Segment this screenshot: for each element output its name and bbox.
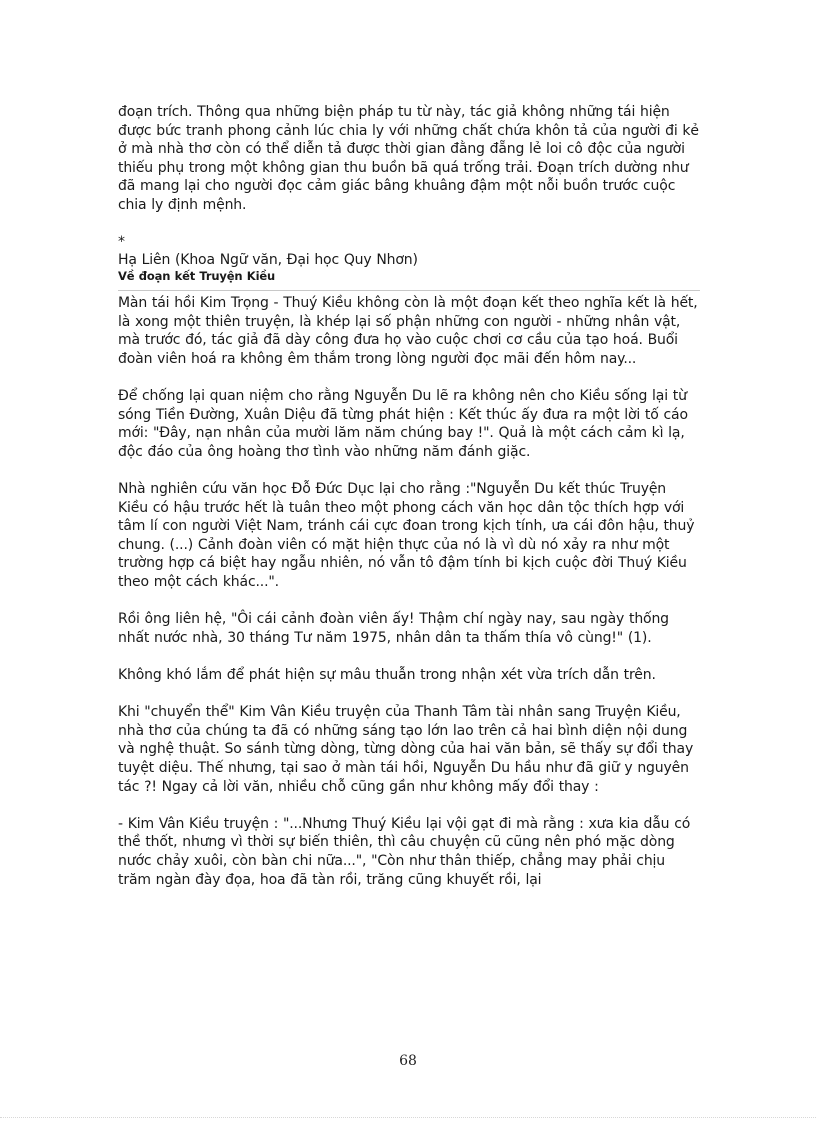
section-divider: [118, 290, 700, 291]
body-paragraph-3: Nhà nghiên cứu văn học Đỗ Đức Dục lại cho rằng :"Nguyễn Du kết thúc Truyện Kiều có hậu trước hết là tuân theo một phong cách văn học dân tộc thích hợp với tâm lí con người Việt Nam, tránh cái cực đoan trong kịch tính, ưa cái đôn hậu, thuỷ chung. (...) Cảnh đoàn viên có mặt hiện thực của nó là vì dù nó xảy ra như một trường hợp cá biệt hay ngẫu nhiên, nó vẫn tô đậm tính bi kịch cuộc đời Thuý Kiều theo một cách khác...".: [118, 481, 695, 591]
page-number: 68: [399, 1053, 417, 1069]
intro-paragraph: đoạn trích. Thông qua những biện pháp tu từ này, tác giả không những tái hiện được bức tranh phong cảnh lúc chia ly với những chất chứa khôn tả của người đi kẻ ở mà nhà thơ còn có thể diễn tả được thời gian đằng đẵng lẻ loi cô độc của người thiếu phụ trong một không gian thu buồn bã quá trống trải. Đoạn trích dường như đã mang lại cho người đọc cảm giác bâng khuâng đậm một nỗi buồn trước cuộc chia ly định mệnh.: [118, 104, 699, 213]
body-paragraph-5: Không khó lắm để phát hiện sự mâu thuẫn trong nhận xét vừa trích dẫn trên.: [118, 667, 656, 684]
body-paragraph-6: Khi "chuyển thể" Kim Vân Kiều truyện của Thanh Tâm tài nhân sang Truyện Kiều, nhà thơ của chúng ta đã có những sáng tạo lớn lao trên cả hai bình diện nội dung và nghệ thuật. So sánh từng dòng, từng dòng của hai văn bản, sẽ thấy sự đổi thay tuyệt diệu. Thế nhưng, tại sao ở màn tái hồi, Nguyễn Du hầu như đã giữ y nguyên tác ?! Ngay cả lời văn, nhiều chỗ cũng gần như không mấy đổi thay :: [118, 704, 694, 795]
body-paragraph-7: - Kim Vân Kiều truyện : "...Nhưng Thuý Kiều lại vội gạt đi mà rằng : xưa kia dẫu có thề thốt, nhưng vì thời sự biến thiên, thì câu chuyện cũ cũng nên phó mặc dòng nước chảy xuôi, còn bàn chi nữa...", "Còn như thân thiếp, chẳng may phải chịu trăm ngàn đày đọa, hoa đã tàn rồi, trăng cũng khuyết rồi, lại: [118, 815, 691, 888]
body-paragraph-2: Để chống lại quan niệm cho rằng Nguyễn Du lẽ ra không nên cho Kiều sống lại từ sóng Tiền Đường, Xuân Diệu đã từng phát hiện : Kết thúc ấy đưa ra một lời tố cáo mới: "Đây, nạn nhân của mười lăm năm chúng bay !". Quả là một cách cảm kì lạ, độc đáo của ông hoàng thơ tình vào những năm đánh giặc.: [118, 388, 688, 460]
page-content: [118, 103, 700, 889]
author-line: Hạ Liên (Khoa Ngữ văn, Đại học Quy Nhơn): [118, 252, 418, 269]
separator-asterisk: *: [118, 234, 125, 251]
section-title: Về đoạn kết Truyện Kiều: [118, 269, 276, 284]
body-paragraph-4: Rồi ông liên hệ, "Ôi cái cảnh đoàn viên ấy! Thậm chí ngày nay, sau ngày thống nhất nước nhà, 30 tháng Tư năm 1975, nhân dân ta thấm thía vô cùng!" (1).: [118, 611, 669, 646]
body-paragraph-1: Màn tái hồi Kim Trọng - Thuý Kiều không còn là một đoạn kết theo nghĩa kết là hết, là xong một thiên truyện, là khép lại số phận những con người - những nhân vật, mà trước đó, tác giả đã dày công đưa họ vào cuộc chơi cơ cầu của tạo hoá. Buổi đoàn viên hoá ra không êm thắm trong lòng người đọc mãi đến hôm nay...: [118, 295, 698, 367]
page-bottom-border: [0, 1117, 816, 1118]
